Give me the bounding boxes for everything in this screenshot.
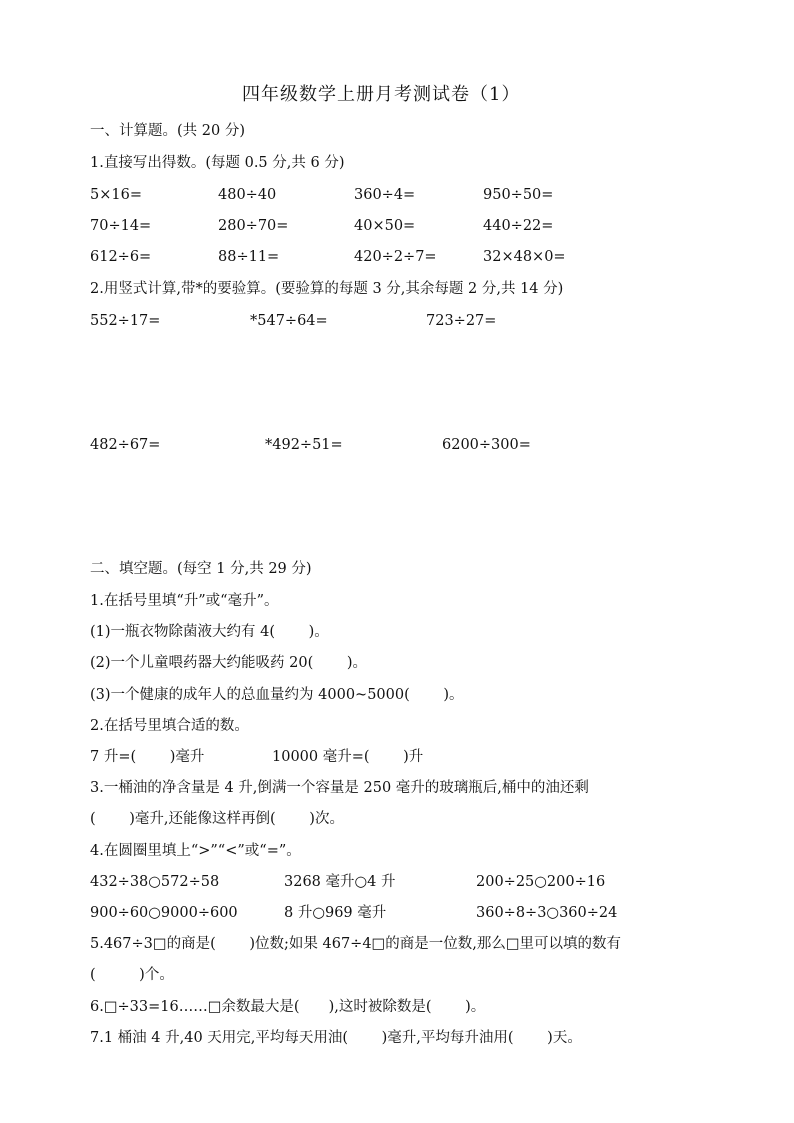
- compare-item: 200÷25○200÷16: [476, 874, 606, 890]
- compare-item: 3268 毫升○4 升: [284, 874, 396, 890]
- vertical-calc-item: 482÷67=: [90, 437, 161, 453]
- q2-prompt: 2.用竖式计算,带*的要验算。(要验算的每题 3 分,其余每题 2 分,共 14 分): [90, 281, 564, 297]
- vertical-calc-item: 723÷27=: [426, 313, 497, 329]
- arith-item: 280÷70=: [218, 218, 289, 234]
- fill-q3-line: 3.一桶油的净含量是 4 升,倒满一个容量是 250 毫升的玻璃瓶后,桶中的油还剩: [90, 780, 589, 796]
- fill-q4-prompt: 4.在圆圈里填上“>”“<”或“=”。: [90, 843, 301, 859]
- section2-heading: 二、填空题。(每空 1 分,共 29 分): [90, 561, 312, 577]
- arith-item: 440÷22=: [483, 218, 554, 234]
- fill-q2-item: 7 升=( )毫升: [90, 749, 205, 765]
- arith-item: 950÷50=: [483, 187, 554, 203]
- arith-item: 70÷14=: [90, 218, 152, 234]
- arith-item: 32×48×0=: [483, 249, 566, 265]
- vertical-calc-item: 552÷17=: [90, 313, 161, 329]
- fill-q1-item: (2)一个儿童喂药器大约能吸药 20( )。: [90, 655, 368, 671]
- fill-q6: 6.□÷33=16……□余数最大是( ),这时被除数是( )。: [90, 999, 486, 1015]
- compare-item: 432÷38○572÷58: [90, 874, 220, 890]
- fill-q2-prompt: 2.在括号里填合适的数。: [90, 718, 249, 734]
- fill-q1-prompt: 1.在括号里填“升”或“毫升”。: [90, 593, 279, 609]
- arith-item: 360÷4=: [354, 187, 416, 203]
- arith-item: 5×16=: [90, 187, 142, 203]
- arith-item: 420÷2÷7=: [354, 249, 437, 265]
- section1-heading: 一、计算题。(共 20 分): [90, 123, 245, 139]
- vertical-calc-item: *492÷51=: [265, 437, 343, 453]
- fill-q2-item: 10000 毫升=( )升: [272, 749, 424, 765]
- arith-item: 40×50=: [354, 218, 416, 234]
- compare-item: 900÷60○9000÷600: [90, 905, 238, 921]
- vertical-calc-item: 6200÷300=: [442, 437, 531, 453]
- fill-q5-line: 5.467÷3□的商是( )位数;如果 467÷4□的商是一位数,那么□里可以填的数有: [90, 936, 622, 952]
- fill-q7: 7.1 桶油 4 升,40 天用完,平均每天用油( )毫升,平均每升油用( )天。: [90, 1030, 582, 1046]
- fill-q3-line: ( )毫升,还能像这样再倒( )次。: [90, 811, 344, 827]
- q1-prompt: 1.直接写出得数。(每题 0.5 分,共 6 分): [90, 155, 345, 171]
- vertical-calc-item: *547÷64=: [250, 313, 328, 329]
- fill-q1-item: (1)一瓶衣物除菌液大约有 4( )。: [90, 624, 329, 640]
- compare-item: 360÷8÷3○360÷24: [476, 905, 618, 921]
- arith-item: 88÷11=: [218, 249, 280, 265]
- compare-item: 8 升○969 毫升: [284, 905, 387, 921]
- page-title: 四年级数学上册月考测试卷（1）: [242, 84, 521, 105]
- fill-q5-line: ( )个。: [90, 967, 174, 983]
- fill-q1-item: (3)一个健康的成年人的总血量约为 4000~5000( )。: [90, 687, 464, 703]
- arith-item: 480÷40: [218, 187, 277, 203]
- arith-item: 612÷6=: [90, 249, 152, 265]
